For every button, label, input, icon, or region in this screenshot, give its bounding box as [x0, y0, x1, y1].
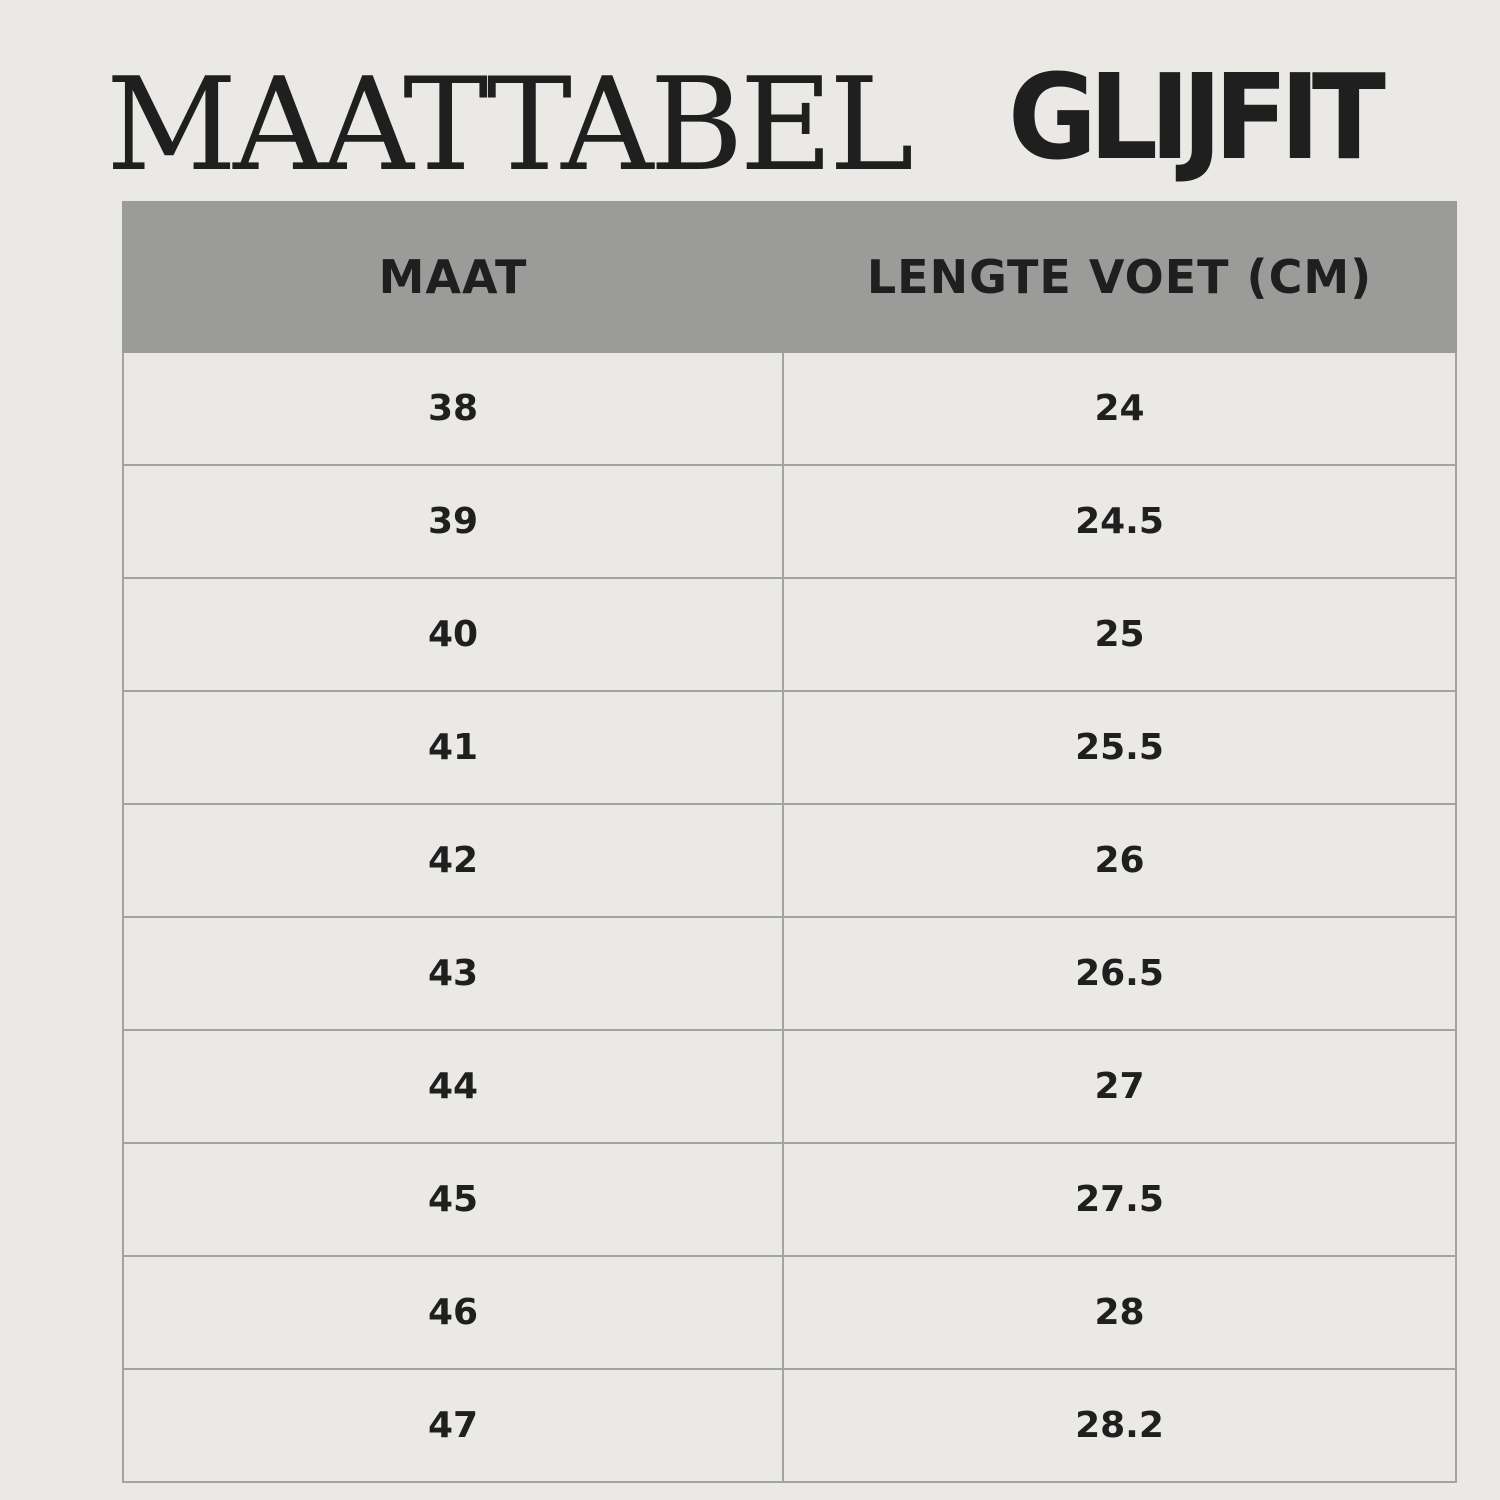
table-row: [123, 352, 1456, 465]
table-row: [123, 578, 1456, 691]
size-cell: 39: [123, 465, 783, 578]
foot-length-cell: 27: [783, 1030, 1456, 1143]
foot-length-cell: 25: [783, 578, 1456, 691]
size-cell: 42: [123, 804, 783, 917]
size-cell: 47: [123, 1369, 783, 1482]
size-cell: 43: [123, 917, 783, 1030]
table-row: [123, 691, 1456, 804]
table-row: [123, 465, 1456, 578]
column-header-size: MAAT: [123, 202, 783, 352]
size-chart-table: [122, 201, 1457, 1483]
size-cell: 40: [123, 578, 783, 691]
size-cell: 38: [123, 352, 783, 465]
foot-length-cell: 28.2: [783, 1369, 1456, 1482]
table-row: [123, 1030, 1456, 1143]
table-row: [123, 1369, 1456, 1482]
table-row: [123, 1256, 1456, 1369]
foot-length-cell: 26.5: [783, 917, 1456, 1030]
table-row: [123, 917, 1456, 1030]
page-title: MAATTABEL: [106, 51, 910, 200]
table-header-row: [123, 202, 1456, 352]
size-cell: 44: [123, 1030, 783, 1143]
foot-length-cell: 25.5: [783, 691, 1456, 804]
table-row: [123, 1143, 1456, 1256]
table-row: [123, 804, 1456, 917]
foot-length-cell: 27.5: [783, 1143, 1456, 1256]
size-cell: 45: [123, 1143, 783, 1256]
foot-length-cell: 24: [783, 352, 1456, 465]
column-header-foot-length: LENGTE VOET (CM): [783, 202, 1456, 352]
brand-logo: GLIJFIT: [1008, 48, 1378, 186]
foot-length-cell: 28: [783, 1256, 1456, 1369]
size-cell: 41: [123, 691, 783, 804]
size-cell: 46: [123, 1256, 783, 1369]
foot-length-cell: 24.5: [783, 465, 1456, 578]
foot-length-cell: 26: [783, 804, 1456, 917]
